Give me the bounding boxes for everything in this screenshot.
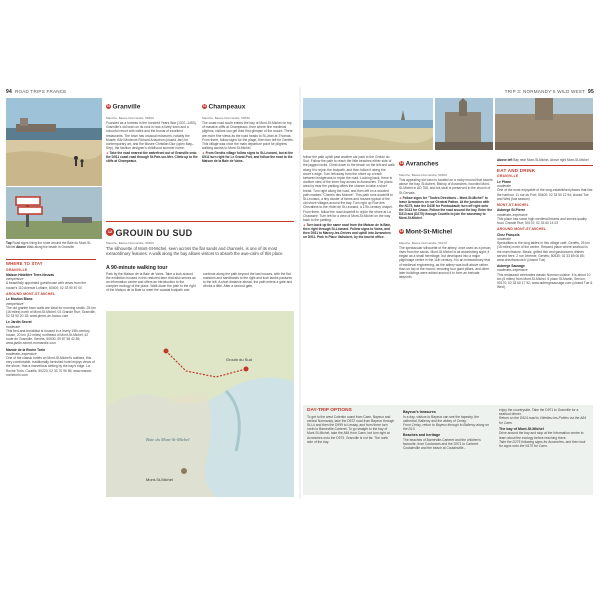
day-trip-box — [303, 405, 593, 495]
granville-section — [106, 98, 198, 164]
day-trip-text: To get to the west Cotentin coast from Caen, Bayeux and central Normandy, take the D572 road from Bayeux through St-Lô and then the D999 to Lessay, and from there turn north to Barneville-Carteret. To go straight to the bay of Mont-St-Michel, take the A84 from Caen, but turn right at Avranches onto the D973. Granville is not far. The north side of the bay. — [307, 414, 395, 444]
arrow-icon: ➔ — [303, 223, 306, 228]
option-text: From Cerisy, return to Bayeux through to Balleroy along on the D13. — [403, 422, 489, 432]
stop-title: Granville — [112, 103, 141, 111]
eat-drink-title: EAT AND DRINK — [497, 167, 536, 173]
grouin-section — [106, 223, 294, 256]
day-trip-title: DAY-TRIP OPTIONS — [307, 408, 352, 413]
stop-meta: Manche, Basse-Normandie; 50400 — [106, 116, 154, 120]
stay-entry: GRANVILLE Maison Hôtelière Terre-Neuvas inexpensive A beautifully appointed guesthouse with views from the house's 110 Avenue Lottaire, 50400; 02 33 90 87 00 — [6, 267, 87, 290]
option-text: enjoy the countryside. Take the D971 to Granville for a seafood dinner. — [499, 408, 579, 417]
divider-rule — [106, 221, 294, 222]
stop-title: Avranches — [405, 160, 439, 168]
restaurant-entry: Auberge Sauvage moderate–expensive This restaurant celebrates classic Norman cuisine. It is about 10 km (6 miles) from Mont-St-Michel. 6 place St-Martin, Servon; 50170; 02 33 60 17 92; www.aubergesauvage.com (closed Tue & Wed) — [497, 264, 593, 290]
walk-text: follow the path uphill past another car park to the Grouin du Sud. Follow the path to reach the little beaches either side of the jagged rocks. Climb down to the beach on the left and walk along it to rejoin the footpath, and then follow it along the shore's edge. Turn left away from the shore up a track between hedgerows to rejoin the road. Looking back, there is another view of the inner bay across to Avranches. The picnic area by near the parking offers the chance to take a short break. Turn right along the road, and then left on a wooded path marked "Chemin des Moines". This path runs downhill to St-Léonard, a tiny cluster of farms and houses typical of the old shore villages around the bay. Turn right up Rue des Chevaliers to the Hôtel de St-Léonard, a 17th-century chapel. From there, follow the road downhill to rejoin the shore at La Chaussée. Turn left for a view of Mont-St-Michel on the way back to the parking. — [303, 155, 395, 223]
route-tip: ➔ Take the road nearest the waterfront out of Granville onto the D911 coast road through St-Pair-sur-Mer. Climb up to the cliffs at Champeaux. — [106, 151, 198, 164]
left-running-header: 94 ROAD TRIPS FRANCE — [6, 89, 67, 95]
restaurant-entry: GRANVILLE Le Phare moderate One of the most enjoyable of the long-established places that line the harbour. 11 rue du Port; 50400; 02 33 50 12 94; closed Tue and Wed (low season) — [497, 174, 593, 201]
restaurant-entry: AROUND MONT-ST-MICHEL Chez François moderate Specialities in the long tables in this village café, Genêts, 25 km (15 miles) north of the centre. Relaxed place where seafood is the main feature. Meals, grilled fish and gastronomic dishes served here. 2 rue Jérémie, Genêts; 50530; 02 33 89 06 85; www.chezfrancois.fr (closed Tue) — [497, 227, 590, 263]
stop-number-badge: 13 — [399, 161, 404, 166]
option-text: Take the D275 following signs for Avranches, and then look for signs onto the N175 for Caen. — [499, 439, 586, 448]
eat-drink-column — [497, 155, 593, 289]
stop-title: Champeaux — [208, 103, 246, 111]
walk-title: A 90-minute walking tour — [106, 265, 168, 271]
arrow-icon: ➔ — [202, 151, 205, 156]
stop-text: The coast road south enters the bay of Mont-St-Michel on top of massive cliffs at Champeaux, from where fine medieval pilgrims, visitors can get their first glimpse of the mount. There are more fine views as the road heads to St-Jean-le-Thomas. From there, follow signs for the plage, then turn left for Genêts. This village was once the main departure point for pilgrims walking across to Mont-St-Michel. — [202, 121, 294, 151]
stop-number-badge: 14 — [399, 229, 404, 234]
restaurant-entry: MONT-ST-MICHEL Auberge St-Pierre moderate–expensive This place has some high medieval beams and serves quality food. Grande Rue; 50170; 02 33 60 14 03 — [497, 202, 587, 226]
champeaux-section — [202, 98, 294, 164]
bay-photo — [303, 98, 433, 150]
stop-number-badge: 11 — [202, 104, 207, 109]
stop-number-badge: 10 — [106, 104, 111, 109]
route-tip: ➔ From Genêts village follow signs to St-Léonard, but at the D911 turn right for Le Grand-Port, and follow the road to the Maison de la Baie de Vains. — [202, 151, 294, 164]
stop-text: Founded as a fortress in the hundred Years War (1337–1453), Granville's old town on its rock is now a lively town and a colourful resort with cafés and the bonus of excellent restaurants. The town has unusual museums, notably the Musée d'Art Moderne Richard Anacréon (closed Jan) for contemporary art, and the Musée Christian Dior (open May–Sep), the fashion designer's childhood summer home. — [106, 121, 197, 151]
divider-rule — [497, 165, 593, 166]
avranches-section — [399, 155, 493, 279]
stop-meta: Manche, Basse-Normandie; 50300 — [106, 241, 154, 245]
arrow-icon: ➔ — [399, 195, 402, 200]
stay-entry: Le Jardin Secret moderate This bed-and-breakfast is housed in a lovely 19th-century house, 20 km (12 miles) northeast of Mont-St-Michel; 42 route de Granville, Genêts; 50530; 09 87 58 42 85; www.jardin-secret-normandie.com — [6, 320, 90, 346]
section-intro: The silhouette of Mont-St-Michel, seen across the flat sands and channels, is one of its most extraordinary features. A walk along the bay allows visitors to absorb the awe-calm of this place. — [106, 246, 284, 257]
map-marker — [164, 349, 169, 354]
walk-map — [106, 311, 294, 497]
option-title: Beaches and heritage — [403, 433, 441, 438]
abbey-photo — [435, 98, 493, 150]
stop-text: The spectacular silhouette of the abbey, once used as a prison, rises from the sands. Mont-St-Michel is as astonishing sight; it began as a small hermitage, but developed into a major pilgrimage centre in the 11th century. It is an extraordinary feat of medieval engineering, as the abbey was built above rather than on top of the mount, ensuring four giant pillars, and other later buildings were added around it to form an intricate labyrinth. — [399, 245, 492, 280]
stop-title: Mont-St-Michel — [405, 228, 453, 236]
map-label-grouin: Grouin du Sud — [226, 357, 252, 362]
stop-meta: Manche, Basse-Normandie; 50300 — [399, 173, 447, 177]
walk-continued — [303, 155, 395, 240]
option-text: Drive around the bay and stop at the Information centre to learn about the ecology before reaching there. — [499, 431, 584, 440]
where-to-stay-title: WHERE TO STAY — [6, 261, 43, 266]
right-running-header: TRIP 3: NORMANDY'S WILD WEST 95 — [504, 89, 594, 95]
route-tip: ➔ Follow signs for "Toutes Directions – Mont-St-Michel" to leave Avranches on rue Général Patton. At the junction with the N175, take the D43E for Pontaubault; turn off right onto the D113 for Céaux. Follow the road around the bay. Enter the D313 and (D275) through Courtils to join the causeway to Mont-St-Michel. — [399, 195, 493, 220]
option-title: Bayeux's treasures — [403, 410, 436, 414]
stop-number-badge: 12 — [107, 228, 113, 234]
street-photo — [495, 98, 593, 150]
stay-entry: AROUND MONT-ST-MICHEL Le Mouton Blanc inexpensive The old granite town walls are ideal for morning strolls. 25 km (15 miles) north of Mont-St-Michel; 03 Grande Rue, Granville, 02 33 90 20 18; www.pierre-de-franco.com — [6, 291, 96, 319]
stop-meta: Manche, Basse-Normandie; 50530 — [202, 116, 250, 120]
right-photo-caption: Above left Bay near Mont-St-Michel. Above right Mont-St-Michel — [497, 158, 589, 163]
left-photo-caption: Top Road signs lining the route around the Baie du Mont-St-Michel Above Walk along the beach in Granville — [6, 241, 92, 249]
option-title: The bay of Mont-St-Michel — [499, 426, 544, 431]
route-tip: ➔ Turn back up the same road from the Maison de la Baie, then right through St-Léonard. Follow signs to Vains, and then D911 to Marcey-les-Grèves and uphill into Avranches on D911. Park in Place Valhubert, by the tourist office. — [303, 223, 391, 240]
road-signs-photo — [6, 187, 102, 239]
stay-entry: Manoir de la Roche Torin moderate–expensive One of the classic hotels on Mont-St-Michel's outlines, this very comfortable, traditionally furnished hotel enjoys views of the shore. Has a marvellous setting by the bay's edge. La Roche Torin, Courtils, 50220; 02 33 70 96 55; www.manoir-rochetorin.com — [6, 347, 95, 377]
section-title: GROUIN DU SUD — [115, 228, 193, 238]
book-spread — [0, 87, 600, 499]
stop-text: This appealing old town is located on a rocky mound that towers above the bay. St Aubert, Bishop of Avranches, founded Mont-St-Michel in AD 708, and his skull is preserved in the church of St-Gervais. — [399, 178, 493, 195]
walking-tour — [106, 263, 294, 293]
option-text: Return on the D924 road to Villedieu-les-Poêles via the A84 for Caen. — [499, 416, 587, 425]
map-label-bay: Baie du Mont-St-Michel — [146, 437, 190, 442]
stop-meta: Manche, Basse-Normandie; 50170 — [399, 240, 447, 245]
map-label-mont: Mont-St-Michel — [146, 477, 173, 482]
where-to-stay-box — [6, 261, 96, 377]
walk-text: Park by the Maison de la Baie de Vains. Take a look around the exhibition housed in this restored farm that also serves as an information centre and offers an introduction to the complex ecology of the place. Walk down the path to the right of the Maison de la Baie to meet the coastal footpath and continue along the path beyond the last houses, with the flat marshes and sandbanks to the right and lush lambs pastures to the left. A short distance ahead, the path enters a gate and climbs a little. After a second gate, — [106, 271, 293, 293]
divider-rule — [6, 259, 96, 260]
option-text: In a day, visitors to Bayeux can see the tapestry, the cathedral, Balleroy and the abbey of Cerisy. — [403, 414, 479, 423]
granville-beach-photo — [6, 98, 102, 186]
arrow-icon: ➔ — [106, 151, 109, 156]
option-text: The beaches of Barneville-Carteret and the children's favourite, from Coutances and the D971 to Carteret. Coutainville and the beach at Coutainville... — [403, 437, 481, 451]
page-gutter — [299, 87, 301, 499]
